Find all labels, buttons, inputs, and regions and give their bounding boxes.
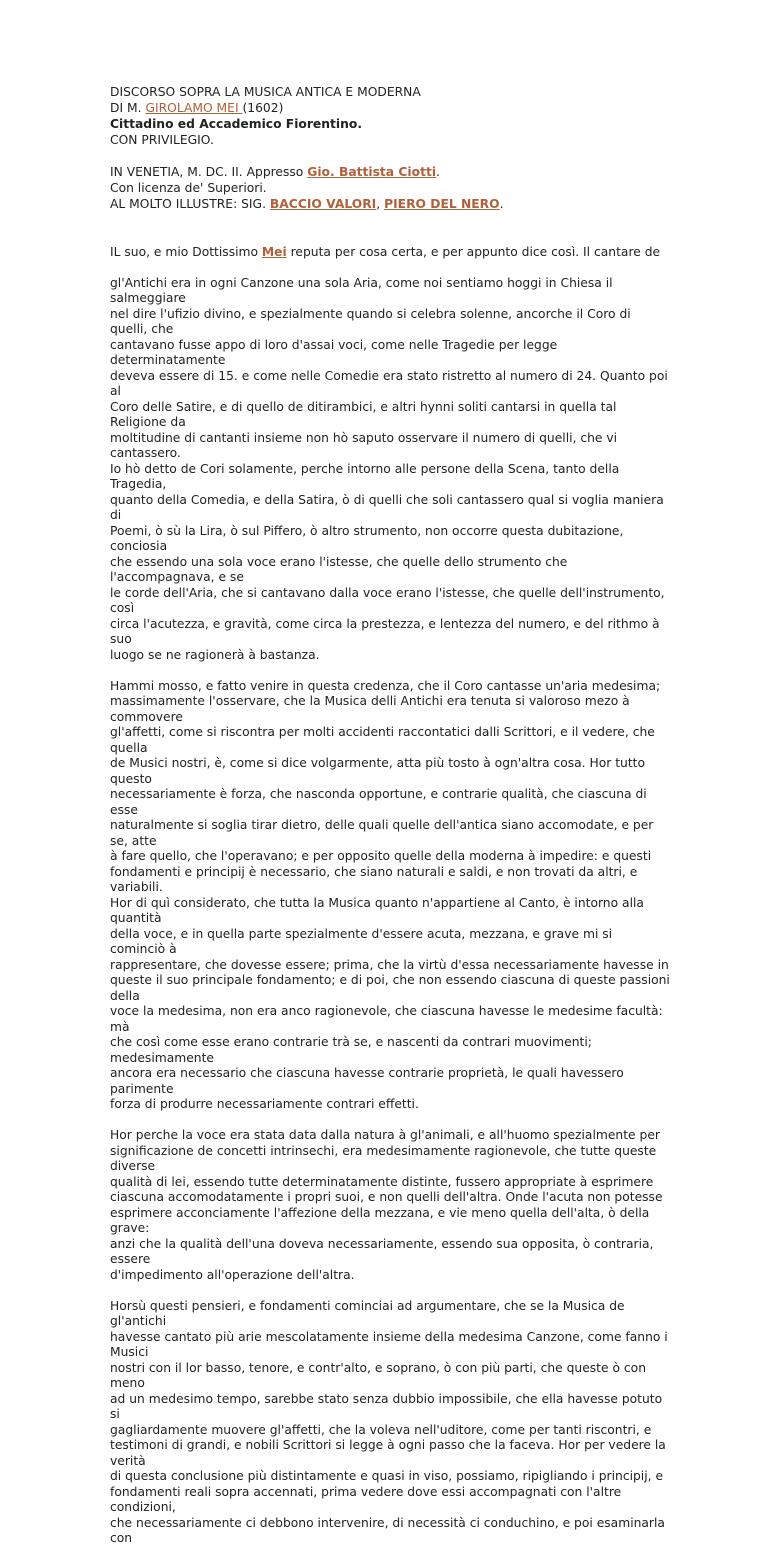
dedicatee-link-nero[interactable]: PIERO DEL NERO <box>384 197 500 211</box>
dedication-suffix: . <box>499 197 504 211</box>
imprint-suffix: . <box>436 165 440 179</box>
privilege-line: CON PRIVILEGIO. <box>110 133 214 147</box>
intro-rest: reputa per cosa certa, e per appunto dice così. Il cantare de <box>286 245 661 259</box>
author-prefix: DI M. <box>110 101 146 115</box>
body-text <box>110 260 670 1562</box>
intro-prefix: IL suo, e mio Dottissimo <box>110 245 262 259</box>
paragraph-3: Hor perche la voce era stata data dalla natura à gl'animali, e all'huomo spezialmente per significazione de concetti intrinsechi, era medesimamente ragionevole, che tutte queste diverse qualità di lei, essendo tutte determinatamente distinte, fussero appropriate à esprimere ciascuna accomodatamente i propri suoi, e non quelli dell'altra. Onde l'acuta non potesse esprimere acconciamente l'affezione della mezzana, e vie meno quella dell'alta, ò della grave: anzi che la qualità dell'una doveva necessariamente, essendo sua opposita, ò contraria, essere d'impedimento all'operazione dell'altra. <box>110 1128 663 1282</box>
imprint-prefix: IN VENETIA, M. DC. II. Appresso <box>110 165 308 179</box>
license-line: Con licenza de' Superiori. <box>110 181 267 195</box>
author-link[interactable]: GIROLAMO MEI <box>145 101 243 115</box>
author-year: (1602) <box>242 101 284 115</box>
imprint-line <box>110 164 670 180</box>
author-subtitle: Cittadino ed Accademico Fiorentino. <box>110 117 362 131</box>
dedication-line <box>110 196 670 212</box>
author-line <box>110 100 670 116</box>
dedication-prefix: AL MOLTO ILLUSTRE: SIG. <box>110 197 270 211</box>
paragraph-4: Horsù questi pensieri, e fondamenti cominciai ad argumentare, che se la Musica de gl'antichi havesse cantato più arie mescolatamente insieme della medesima Canzone, come fanno i Musici nostri con il lor basso, tenore, e contr'alto, e soprano, ò con più parti, che queste ò con meno ad un medesimo tempo, sarebbe stato senza dubbio impossibile, che ella havesse potuto si gagliardamente muovere gl'affetti, che la voleva nell'uditore, come per tanti riscontri, e testimoni di grandi, e nobili Scrittori si legge à ogni passo che la faceva. Hor per vedere la verità di questa conclusione più distintamente e quasi in viso, possiamo, ripigliando i principij, e fondamenti reali sopra accennati, prima vedere dove essi accompagnati con l'altre condizioni, che necessariamente ci debbono intervenire, di necessità ci conduchino, e poi esaminarla con <box>110 1298 668 1545</box>
dedication-separator: , <box>376 197 385 211</box>
mei-link[interactable]: Mei <box>261 245 287 259</box>
document-title: DISCORSO SOPRA LA MUSICA ANTICA E MODERNA <box>110 85 421 99</box>
printer-link[interactable]: Gio. Battista Ciotti <box>307 165 437 179</box>
paragraph-2: Hammi mosso, e fatto venire in questa credenza, che il Coro cantasse un'aria medesima; massimamente l'osservare, che la Musica delli Antichi era tenuta si valoroso mezo à commovere gl'affetti, come si riscontra per molti accidenti raccontatici dalli Scrittori, e il vedere, che quella de Musici nostri, è, come si dice volgarmente, atta più tosto à ogn'altra cosa. Hor tutto questo necessariamente è forza, che nasconda opportune, e contrarie qualità, che ciascuna di esse naturalmente si soglia tirar dietro, delle quali quelle dell'antica siano accomodate, e per se, atte à fare quello, che l'operavano; e per opposito quelle della moderna à impedire: e questi fondamenti e principij è necessario, che siano naturali e saldi, e non trovati da altri, e variabili. Hor di quì considerato, che tutta la Musica quanto n'appartiene al Canto, è intorno alla quantità della voce, e in quella parte spezialmente d'essere acuta, mezzana, e grave mi si cominciò à rappresentare, che dovesse essere; prima, che la virtù d'essa necessariamente havesse in queste il suo principale fondamento; e di poi, che non essendo ciascuna di queste passioni della voce la medesima, non era anco ragionevole, che ciascuna havesse le medesime facultà: mà che così come esse erano contrarie trà se, e nascenti da contrari muovimenti; medesimamente ancora era necessario che ciascuna havesse contrarie proprietà, le quali havessero parimente forza di produrre necessariamente contrari effetti. <box>110 678 670 1111</box>
paragraph-1: gl'Antichi era in ogni Canzone una sola Aria, come noi sentiamo hoggi in Chiesa il salmeggiare nel dire l'ufizio divino, e spezialmente quando si celebra solenne, ancorche il Coro di quelli, che cantavano fusse appo di loro d'assai voci, come nelle Tragedie per legge determinatamente deveva essere di 15. e come nelle Comedie era stato ristretto al numero di 24. Quanto poi al Coro delle Satire, e di quello de ditirambici, e altri hynni soliti cantarsi in quella tal Religione da moltitudine di cantanti insieme non hò saputo osservare il numero di quelli, che vi cantassero. Io hò detto de Cori solamente, perche intorno alle persone della Scena, tanto della Tragedia, quanto della Comedia, e della Satira, ò di quelli che soli cantassero qual si voglia maniera di Poemi, ò sù la Lira, ò sul Piffero, ò altro strumento, non occorre questa dubitazione, conciosia che essendo una sola voce erano l'istesse, che quelle dello strumento che l'accompagnava, e se le corde dell'Aria, che si cantavano dalla voce erano l'istesse, che quelle dell'instrumento, così circa l'acutezza, e gravità, come circa la prestezza, e lentezza del numero, e del rithmo à suo luogo se ne ragionerà à bastanza. <box>110 275 668 662</box>
dedicatee-link-valori[interactable]: BACCIO VALORI <box>269 197 377 211</box>
intro-line <box>110 244 670 260</box>
document-page <box>110 84 670 1562</box>
